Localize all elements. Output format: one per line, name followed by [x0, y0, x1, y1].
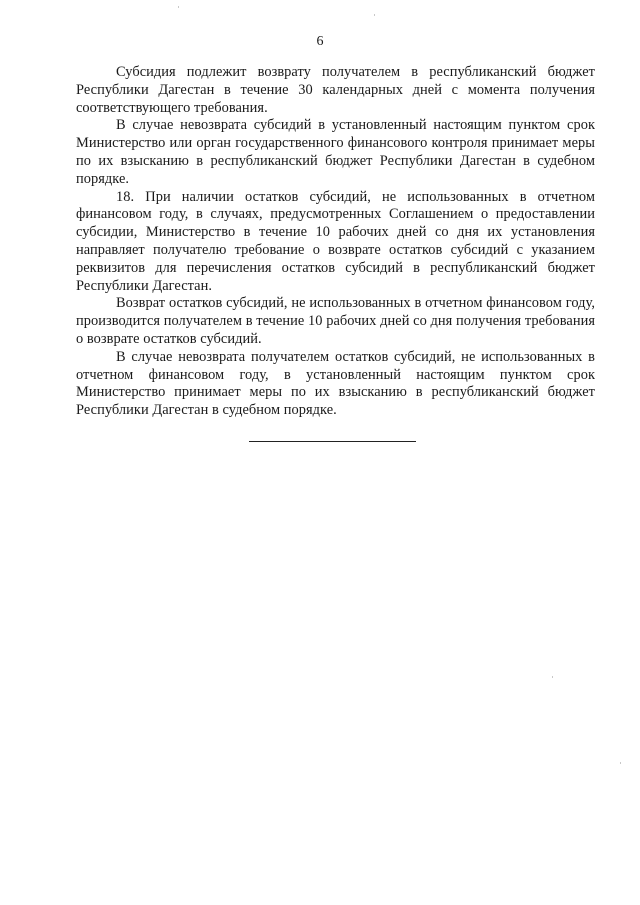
scan-speck — [620, 762, 621, 764]
paragraph-18-unused-balances: 18. При наличии остатков субсидий, не использованных в отчетном финансовом году, в случаях, предусмотренных Соглашением о предоставлении субсидии, Министерство в течение 10 рабочих дней со дня их установления направляет получателю требование о возврате остатков субсидий с указанием реквизитов для перечисления остатков субсидий в республиканский бюджет Республики Дагестан. — [76, 188, 595, 294]
scan-speck — [178, 6, 179, 8]
page-number: 6 — [316, 34, 324, 49]
paragraph-balance-return-term: Возврат остатков субсидий, не использованных в отчетном финансовом году, производится получателем в течение 10 рабочих дней со дня получения требования о возврате остатков субсидий. — [76, 295, 595, 347]
paragraph-non-return-enforcement: В случае невозврата субсидий в установленный настоящим пунктом срок Министерство или орган государственного финансового контроля принимает меры по их взысканию в республиканский бюджет Республики Дагестан в судебном порядке. — [76, 117, 595, 187]
scan-speck — [552, 676, 553, 678]
document-body — [76, 64, 595, 420]
paragraph-balance-non-return-enforcement: В случае невозврата получателем остатков субсидий, не использованных в отчетном финансовом году, в установленный настоящим пунктом срок Министерство принимает меры по их взысканию в республиканский бюджет Республики Дагестан в судебном порядке. — [76, 348, 595, 419]
scan-speck — [374, 14, 375, 16]
paragraph-refund-deadline: Субсидия подлежит возврату получателем в республиканский бюджет Республики Дагестан в течение 30 календарных дней с момента получения соответствующего требования. — [76, 64, 595, 116]
end-of-text-rule — [249, 441, 416, 442]
